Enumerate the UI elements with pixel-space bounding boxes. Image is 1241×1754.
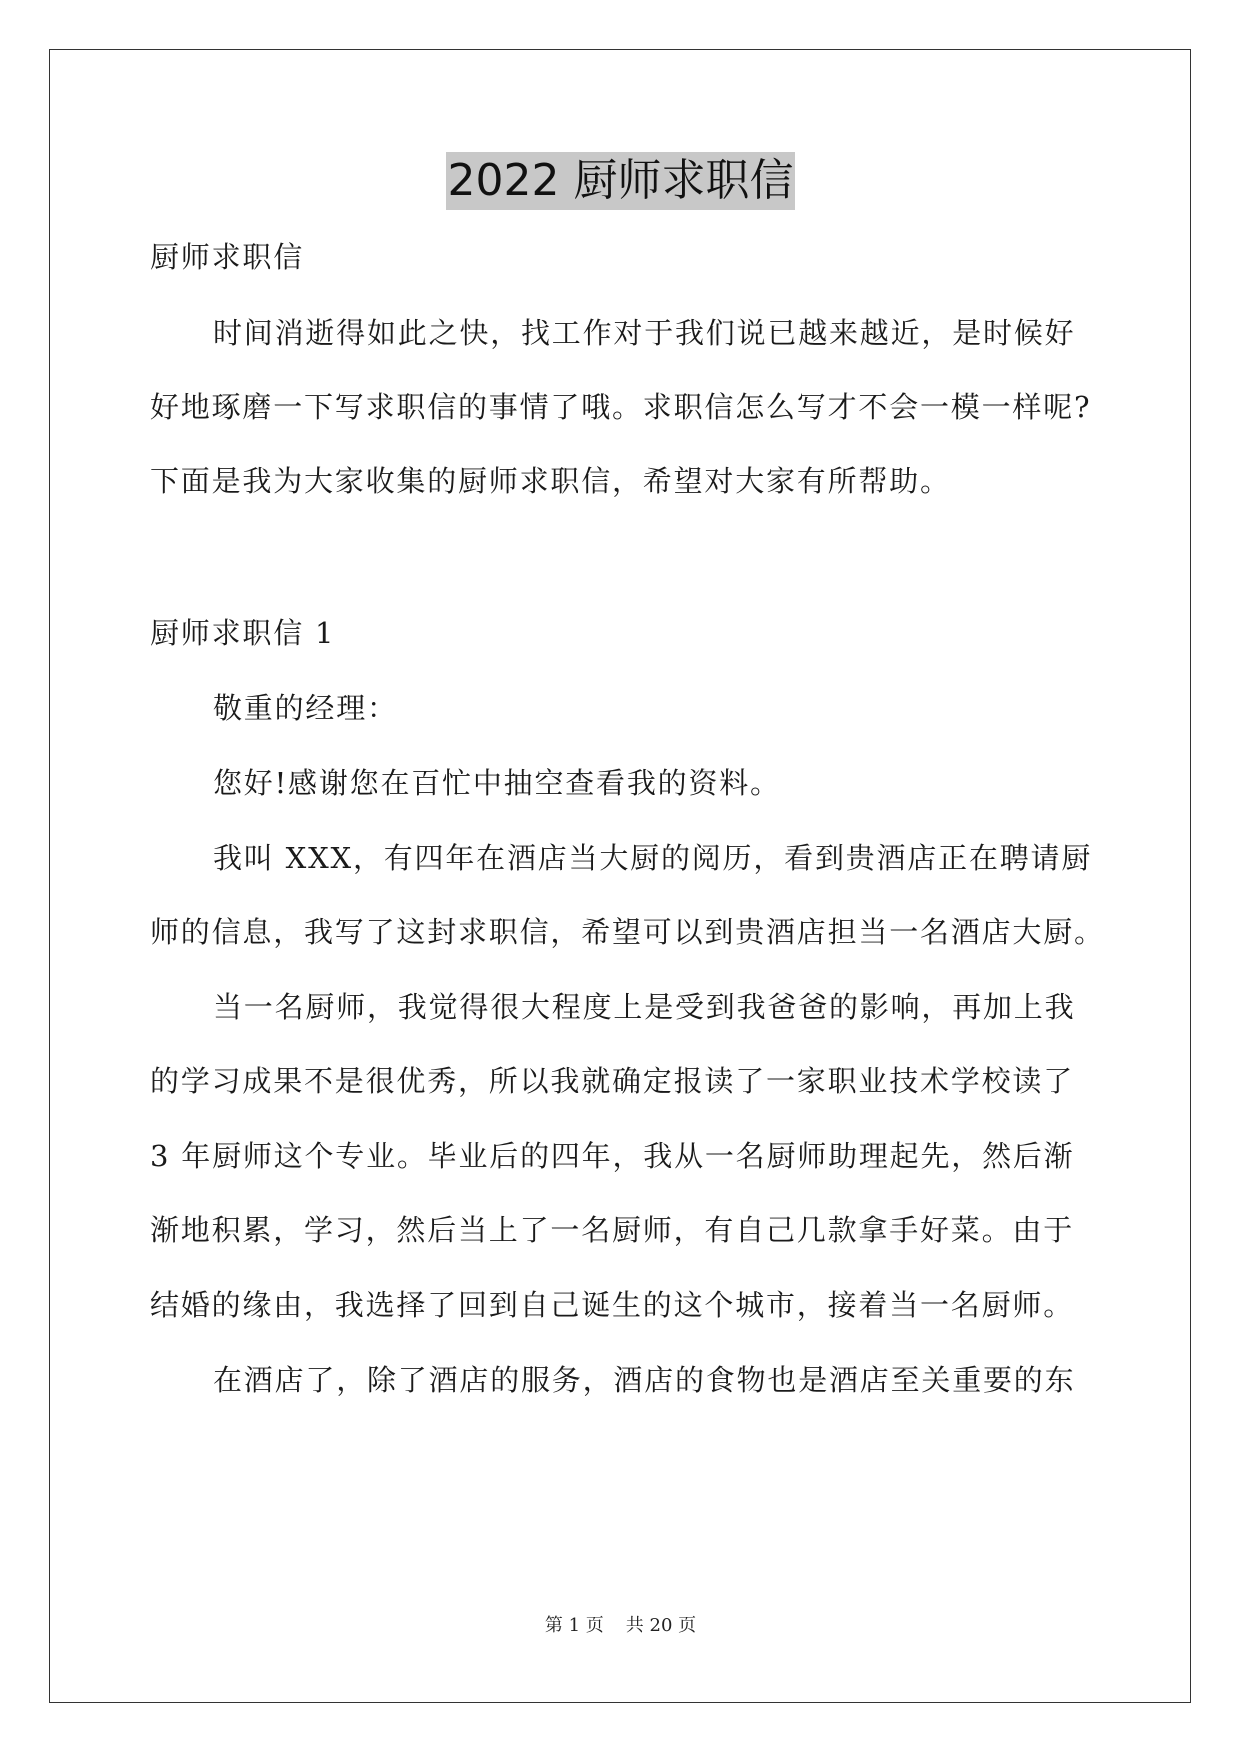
document-title: 2022 厨师求职信: [446, 152, 796, 210]
paragraph-line: 时间消逝得如此之快，找工作对于我们说已越来越近，是时候好: [213, 316, 1076, 350]
section-heading: 厨师求职信 1: [150, 616, 336, 650]
paragraph-line: 渐地积累，学习，然后当上了一名厨师，有自己几款拿手好菜。由于: [150, 1213, 1075, 1247]
paragraph-line: 您好!感谢您在百忙中抽空查看我的资料。: [213, 766, 781, 800]
paragraph-line: 结婚的缘由，我选择了回到自己诞生的这个城市，接着当一名厨师。: [150, 1288, 1075, 1322]
page-total: 共 20 页: [625, 1615, 697, 1636]
paragraph-line: 当一名厨师，我觉得很大程度上是受到我爸爸的影响，再加上我: [213, 990, 1076, 1024]
paragraph-line: 下面是我为大家收集的厨师求职信，希望对大家有所帮助。: [150, 464, 951, 498]
paragraph-line: 我叫 XXX，有四年在酒店当大厨的阅历，看到贵酒店正在聘请厨: [213, 841, 1093, 875]
paragraph-line: 好地琢磨一下写求职信的事情了哦。求职信怎么写才不会一模一样呢?: [150, 390, 1092, 424]
paragraph-line: 在酒店了，除了酒店的服务，酒店的食物也是酒店至关重要的东: [213, 1363, 1076, 1397]
page-number: 第 1 页: [544, 1615, 604, 1636]
title-container: [0, 152, 1241, 210]
paragraph-line: 的学习成果不是很优秀，所以我就确定报读了一家职业技术学校读了: [150, 1064, 1075, 1098]
paragraph-line: 3 年厨师这个专业。毕业后的四年，我从一名厨师助理起先，然后渐: [150, 1139, 1075, 1173]
section-heading: 厨师求职信: [150, 240, 305, 274]
paragraph-line: 师的信息，我写了这封求职信，希望可以到贵酒店担当一名酒店大厨。: [150, 915, 1105, 949]
page-footer: [0, 1614, 1241, 1638]
salutation: 敬重的经理：: [213, 691, 398, 725]
